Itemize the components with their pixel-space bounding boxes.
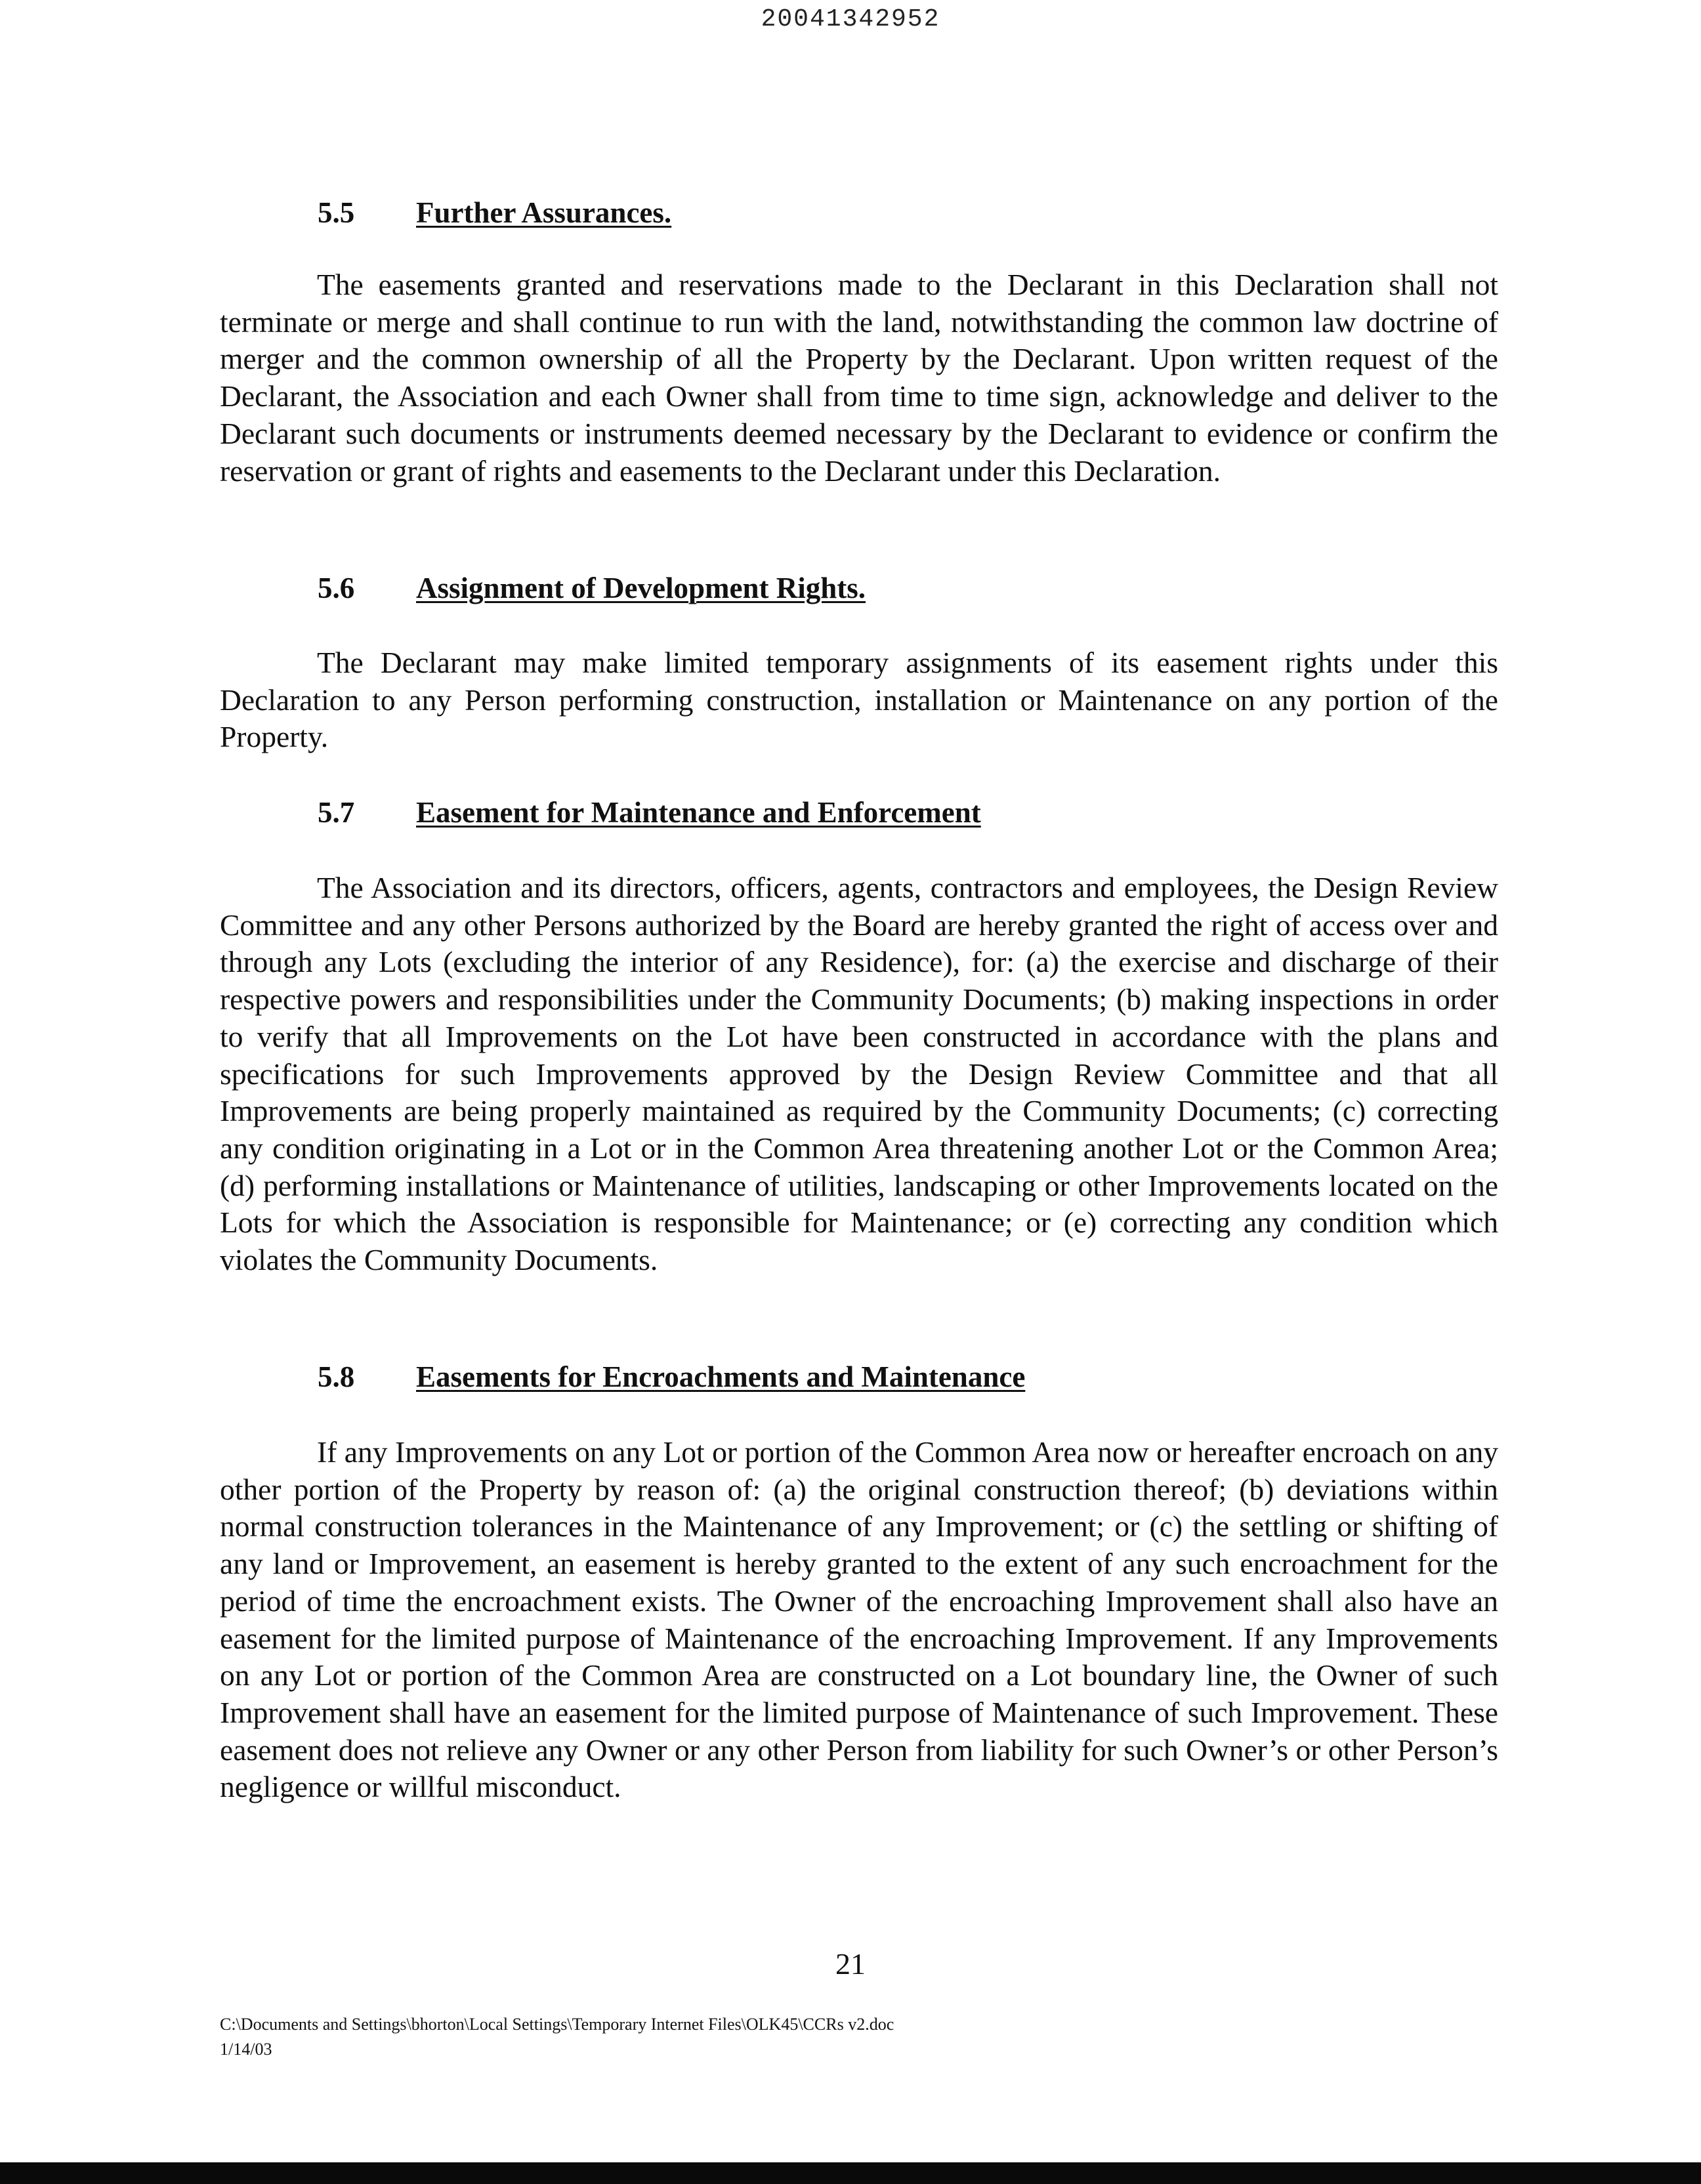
section-number: 5.7	[318, 796, 355, 829]
section-title: Assignment of Development Rights.	[416, 572, 866, 604]
section-number: 5.8	[318, 1360, 355, 1393]
section-paragraph-5-8: If any Improvements on any Lot or portion of the Common Area now or hereafter encroach on any other portion of the Property by reason of: (a) the original construction thereof; (b) deviations within normal construction tolerances in the Maintenance of any Improvement; or (c) the settling or shifting of any land or Improvement, an easement is hereby granted to the extent of any such encroachment for the period of time the encroachment exists. The Owner of the encroaching Improvement shall also have an easement for the limited purpose of Maintenance of the encroaching Improvement. If any Improvements on any Lot or portion of the Common Area are constructed on a Lot boundary line, the Owner of such Improvement shall have an easement for the limited purpose of Maintenance of such Improvement. These easement does not relieve any Owner or any other Person from liability for such Owner’s or other Person’s negligence or willful misconduct.	[220, 1435, 1498, 1804]
section-heading-5-6	[318, 571, 866, 605]
section-paragraph-5-5: The easements granted and reservations made to the Declarant in this Declaration shall not terminate or merge and shall continue to run with the land, notwithstanding the common law doctrine of merger and the common ownership of all the Property by the Declarant. Upon written request of the Declarant, the Association and each Owner shall from time to time sign, acknowledge and deliver to the Declarant such documents or instruments deemed necessary by the Declarant to evidence or confirm the reservation or grant of rights and easements to the Declarant under this Declaration.	[220, 268, 1498, 488]
section-number: 5.6	[318, 572, 355, 604]
section-title: Easement for Maintenance and Enforcement	[416, 796, 981, 829]
section-title: Easements for Encroachments and Maintenance	[416, 1360, 1026, 1393]
section-title: Further Assurances.	[416, 196, 672, 229]
page-number: 21	[835, 1947, 866, 1981]
section-heading-5-8	[318, 1360, 1025, 1394]
document-number: 20041342952	[761, 5, 940, 33]
section-number: 5.5	[318, 196, 355, 229]
scan-bottom-border	[0, 2162, 1701, 2184]
section-paragraph-5-6: The Declarant may make limited temporary assignments of its easement rights under this Declaration to any Person performing construction, installation or Maintenance on any portion of the Property.	[220, 646, 1498, 754]
section-paragraph-5-7: The Association and its directors, officers, agents, contractors and employees, the Design Review Committee and any other Persons authorized by the Board are hereby granted the right of access over and through any Lots (excluding the interior of any Residence), for: (a) the exercise and discharge of their respective powers and responsibilities under the Community Documents; (b) making inspections in order to verify that all Improvements on the Lot have been constructed in accordance with the plans and specifications for such Improvements approved by the Design Review Committee and that all Improvements are being properly maintained as required by the Community Documents; (c) correcting any condition originating in a Lot or in the Common Area threatening another Lot or the Common Area; (d) performing installations or Maintenance of utilities, landscaping or other Improvements located on the Lots for which the Association is responsible for Maintenance; or (e) correcting any condition which violates the Community Documents.	[220, 871, 1498, 1277]
section-heading-5-7	[318, 795, 981, 830]
footer-file-path: C:\Documents and Settings\bhorton\Local Settings\Temporary Internet Files\OLK45\CCRs v2.doc	[220, 2015, 894, 2034]
footer-date: 1/14/03	[220, 2040, 272, 2059]
section-heading-5-5	[318, 196, 671, 230]
